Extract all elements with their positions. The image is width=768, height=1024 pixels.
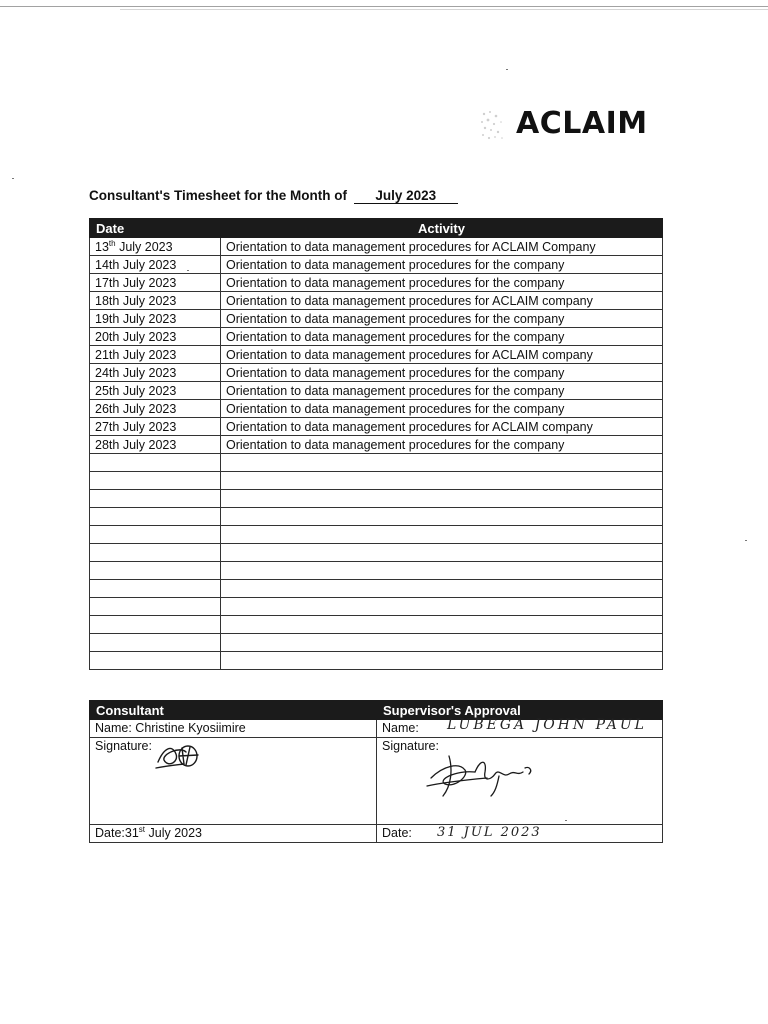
empty-activity-cell [221, 616, 663, 634]
scan-speck [12, 178, 14, 179]
supervisor-name-cell [377, 717, 663, 738]
empty-activity-cell [221, 508, 663, 526]
supervisor-date-label: Date: [382, 826, 412, 840]
consultant-date-prefix: Date:31 [95, 826, 139, 840]
activity-cell: Orientation to data management procedures for the company [221, 256, 663, 274]
approval-table [89, 700, 663, 843]
date-ordinal-suffix: th [108, 238, 116, 248]
timesheet-table [89, 218, 663, 670]
consultant-signature-cell [90, 738, 377, 825]
date-day: 13 [95, 239, 109, 254]
timesheet-row [90, 364, 663, 382]
approval-name-row [90, 720, 663, 738]
supervisor-signature-icon [425, 752, 545, 800]
timesheet-empty-row [90, 490, 663, 508]
activity-cell: Orientation to data management procedures for the company [221, 328, 663, 346]
date-cell [90, 328, 221, 346]
empty-activity-cell [221, 472, 663, 490]
scan-speck [745, 540, 747, 541]
date-month: July 2023 [122, 401, 177, 416]
supervisor-name-label: Name: [382, 721, 419, 735]
date-column-header: Date [90, 219, 221, 238]
date-month: July 2023 [122, 293, 177, 308]
timesheet-row [90, 292, 663, 310]
timesheet-empty-row [90, 598, 663, 616]
empty-activity-cell [221, 580, 663, 598]
date-month: July 2023 [122, 347, 177, 362]
empty-date-cell [90, 598, 221, 616]
consultant-date-suffix: st [138, 825, 146, 834]
activity-cell: Orientation to data management procedures for ACLAIM company [221, 418, 663, 436]
logo-wordmark: ACLAIM [516, 106, 648, 141]
empty-date-cell [90, 580, 221, 598]
timesheet-row [90, 328, 663, 346]
date-day: 19th [95, 311, 120, 326]
timesheet-empty-row [90, 508, 663, 526]
date-day: 24th [95, 365, 120, 380]
timesheet-row [90, 436, 663, 454]
timesheet-empty-row [90, 562, 663, 580]
activity-cell: Orientation to data management procedures for ACLAIM Company [221, 238, 663, 256]
date-day: 21th [95, 347, 120, 362]
timesheet-row [90, 238, 663, 256]
date-cell [90, 292, 221, 310]
timesheet-empty-row [90, 616, 663, 634]
date-cell [90, 382, 221, 400]
activity-cell: Orientation to data management procedures for the company [221, 274, 663, 292]
supervisor-header: Supervisor's Approval [377, 701, 663, 720]
timesheet-row [90, 274, 663, 292]
empty-date-cell [90, 526, 221, 544]
consultant-signature-label: Signature: [95, 739, 152, 753]
aclaim-logo [476, 104, 666, 146]
date-cell [90, 400, 221, 418]
timesheet-empty-row [90, 454, 663, 472]
date-month: July 2023 [122, 365, 177, 380]
date-month: July 2023 [122, 329, 177, 344]
date-day: 26th [95, 401, 120, 416]
timesheet-row [90, 346, 663, 364]
date-cell [90, 310, 221, 328]
date-day: 28th [95, 437, 120, 452]
timesheet-body [90, 238, 663, 670]
activity-cell: Orientation to data management procedures for the company [221, 364, 663, 382]
date-cell [90, 364, 221, 382]
supervisor-name-handwritten: LUBEGA JOHN PAUL [447, 717, 647, 733]
scan-edge-line [0, 6, 768, 7]
empty-date-cell [90, 454, 221, 472]
activity-cell: Orientation to data management procedures for the company [221, 382, 663, 400]
consultant-name: Name: Christine Kyosiimire [90, 720, 377, 738]
date-day: 14th [95, 257, 120, 272]
date-cell [90, 274, 221, 292]
empty-date-cell [90, 544, 221, 562]
date-month: July 2023 [122, 437, 177, 452]
empty-date-cell [90, 652, 221, 670]
date-day: 27th [95, 419, 120, 434]
empty-date-cell [90, 472, 221, 490]
timesheet-empty-row [90, 652, 663, 670]
timesheet-heading [89, 188, 458, 204]
date-month: July 2023 [122, 275, 177, 290]
empty-activity-cell [221, 526, 663, 544]
heading-month: July 2023 [354, 188, 458, 204]
date-day: 25th [95, 383, 120, 398]
empty-date-cell [90, 634, 221, 652]
timesheet-empty-row [90, 526, 663, 544]
empty-date-cell [90, 508, 221, 526]
timesheet-row [90, 400, 663, 418]
heading-label: Consultant's Timesheet for the Month of [89, 188, 347, 203]
date-day: 18th [95, 293, 120, 308]
date-cell [90, 346, 221, 364]
empty-activity-cell [221, 544, 663, 562]
empty-date-cell [90, 616, 221, 634]
empty-activity-cell [221, 454, 663, 472]
aclaim-logo-mark-icon [476, 108, 510, 142]
date-day: 17th [95, 275, 120, 290]
empty-activity-cell [221, 634, 663, 652]
date-month: July 2023 [122, 419, 177, 434]
date-month: July 2023 [122, 383, 177, 398]
supervisor-date-handwritten: 31 JUL 2023 [437, 825, 542, 840]
consultant-date-rest: July 2023 [145, 826, 202, 840]
consultant-header: Consultant [90, 701, 377, 720]
supervisor-date-cell [377, 825, 663, 843]
date-cell [90, 436, 221, 454]
timesheet-empty-row [90, 634, 663, 652]
consultant-date [90, 825, 377, 843]
timesheet-row [90, 382, 663, 400]
date-day: 20th [95, 329, 120, 344]
empty-activity-cell [221, 652, 663, 670]
empty-activity-cell [221, 562, 663, 580]
empty-date-cell [90, 490, 221, 508]
activity-cell: Orientation to data management procedures for the company [221, 436, 663, 454]
activity-cell: Orientation to data management procedures for ACLAIM company [221, 292, 663, 310]
empty-activity-cell [221, 598, 663, 616]
activity-cell: Orientation to data management procedures for ACLAIM company [221, 346, 663, 364]
date-month: July 2023 [122, 257, 177, 272]
activity-column-header: Activity [221, 219, 663, 238]
timesheet-empty-row [90, 544, 663, 562]
activity-cell: Orientation to data management procedures for the company [221, 400, 663, 418]
timesheet-empty-row [90, 580, 663, 598]
date-cell [90, 418, 221, 436]
supervisor-signature-label: Signature: [382, 739, 439, 753]
timesheet-header-row [90, 219, 663, 238]
date-cell [90, 256, 221, 274]
empty-date-cell [90, 562, 221, 580]
date-month: July 2023 [122, 311, 177, 326]
timesheet-row [90, 418, 663, 436]
empty-activity-cell [221, 490, 663, 508]
activity-cell: Orientation to data management procedures for the company [221, 310, 663, 328]
consultant-signature-icon [154, 738, 206, 772]
timesheet-row [90, 310, 663, 328]
approval-date-row [90, 825, 663, 843]
scan-edge-line [120, 9, 768, 10]
date-cell [90, 238, 221, 256]
supervisor-signature-cell [377, 738, 663, 825]
timesheet-row [90, 256, 663, 274]
approval-signature-row [90, 738, 663, 825]
date-month: July 2023 [119, 239, 173, 254]
scan-speck [506, 69, 508, 70]
timesheet-empty-row [90, 472, 663, 490]
